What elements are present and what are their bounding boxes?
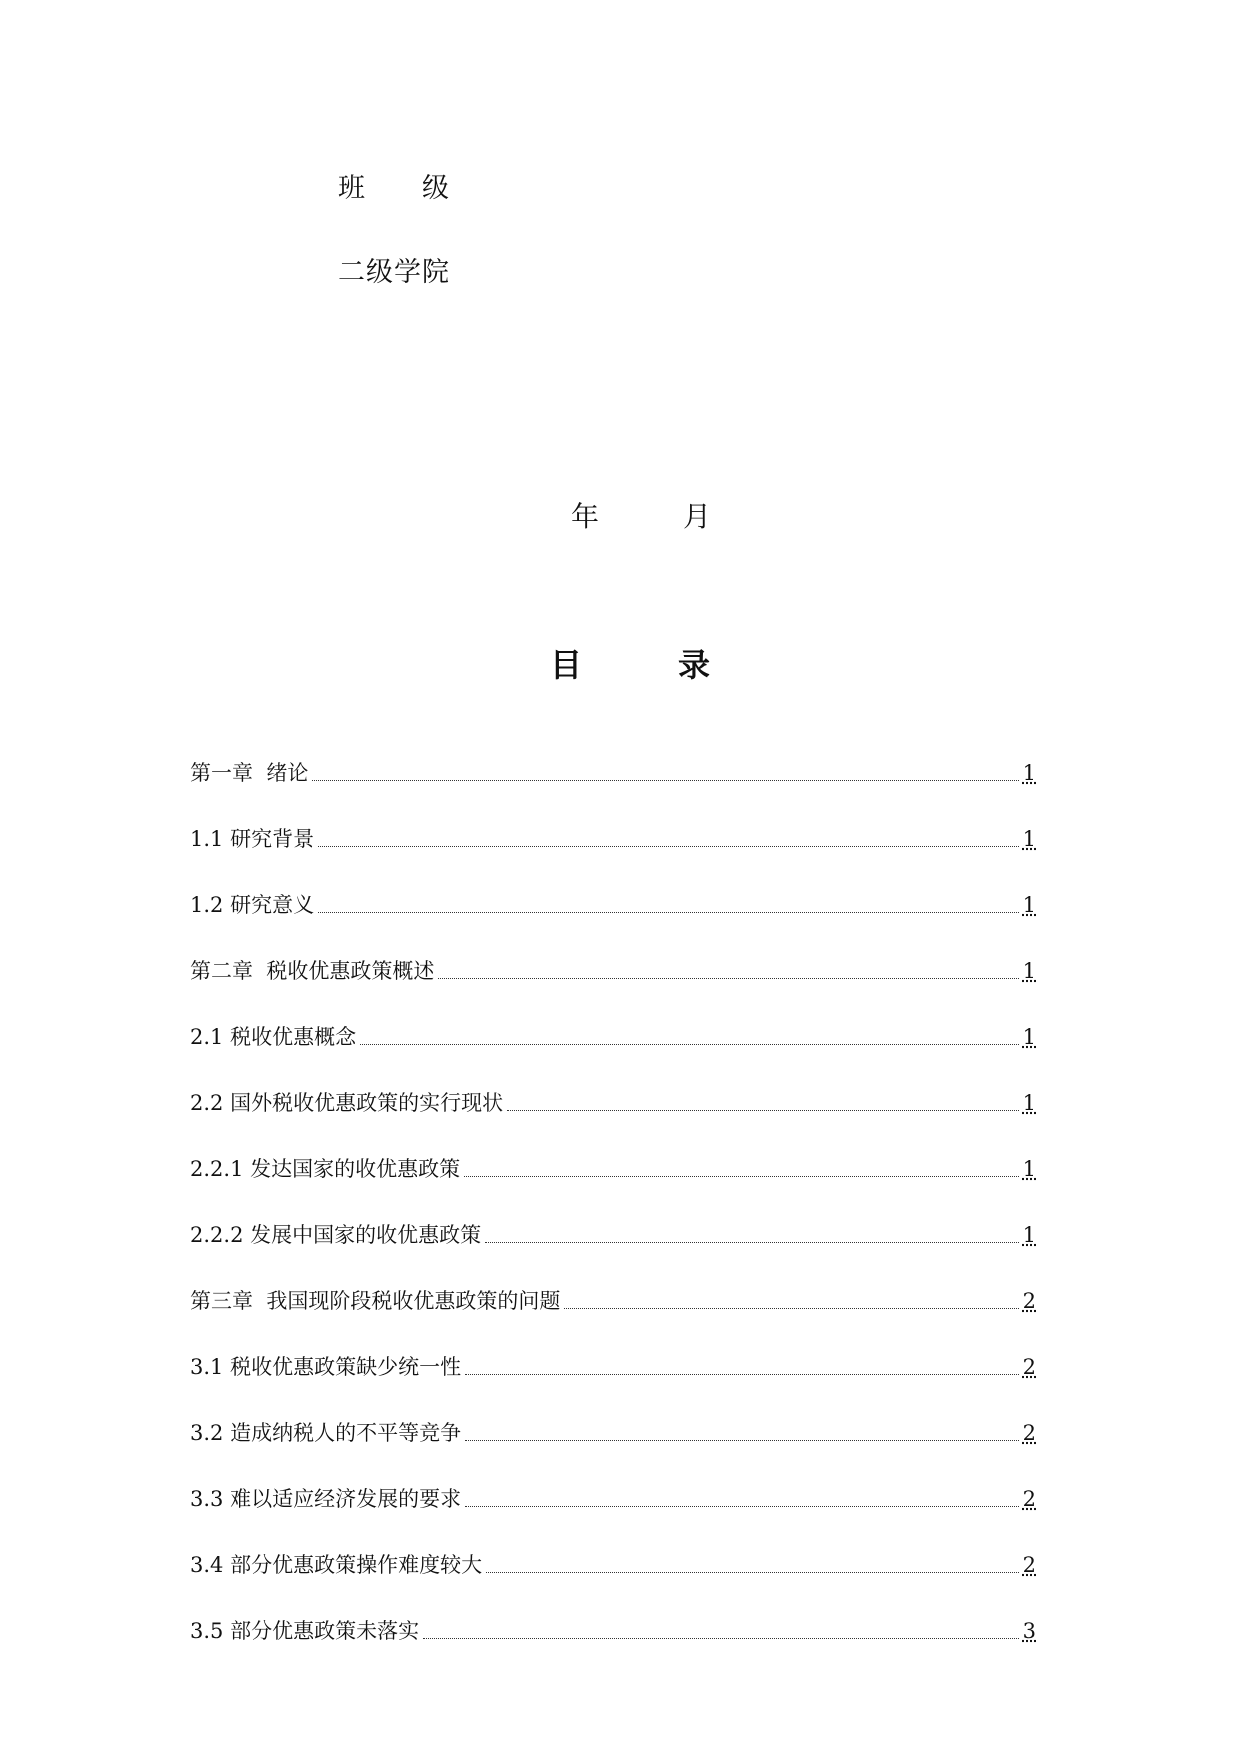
- toc-entry[interactable]: [190, 1182, 1036, 1248]
- toc-leader-dots: [438, 978, 1018, 979]
- toc-entry-page: 1: [1022, 1091, 1036, 1115]
- toc-entry-label: 第一章 绪论: [190, 761, 309, 785]
- toc-entry-page: 2: [1022, 1289, 1036, 1313]
- toc-entry-label: 1.2 研究意义: [190, 893, 315, 917]
- toc-entry-label: 3.3 难以适应经济发展的要求: [190, 1487, 462, 1511]
- toc-entry[interactable]: [190, 984, 1036, 1050]
- toc-entry-page: 2: [1022, 1355, 1036, 1379]
- toc-entry[interactable]: [190, 918, 1036, 984]
- toc-entry[interactable]: [190, 1314, 1036, 1380]
- toc-entry-page: 1: [1022, 893, 1036, 917]
- table-of-contents: [190, 720, 1036, 1644]
- toc-entry-label: 1.1 研究背景: [190, 827, 315, 851]
- toc-entry-page: 2: [1022, 1487, 1036, 1511]
- toc-entry-label: 2.2.1 发达国家的收优惠政策: [190, 1157, 461, 1181]
- toc-leader-dots: [318, 912, 1019, 913]
- toc-entry-page: 2: [1022, 1553, 1036, 1577]
- toc-entry-label: 3.1 税收优惠政策缺少统一性: [190, 1355, 462, 1379]
- toc-entry-page: 1: [1022, 761, 1036, 785]
- toc-entry[interactable]: [190, 786, 1036, 852]
- class-field-label: 班 级: [338, 173, 450, 204]
- toc-entry-page: 1: [1022, 1223, 1036, 1247]
- toc-leader-dots: [507, 1110, 1019, 1111]
- toc-entry-page: 3: [1022, 1619, 1036, 1643]
- toc-leader-dots: [318, 846, 1019, 847]
- toc-leader-dots: [465, 1440, 1019, 1441]
- toc-leader-dots: [465, 1374, 1019, 1375]
- toc-entry-label: 2.2.2 发展中国家的收优惠政策: [190, 1223, 482, 1247]
- college-field-label: 二级学院: [338, 257, 450, 288]
- toc-entry-page: 1: [1022, 827, 1036, 851]
- toc-entry[interactable]: [190, 1050, 1036, 1116]
- toc-leader-dots: [464, 1176, 1019, 1177]
- toc-entry-label: 第二章 税收优惠政策概述: [190, 959, 435, 983]
- toc-entry-page: 1: [1022, 1025, 1036, 1049]
- toc-leader-dots: [486, 1572, 1019, 1573]
- toc-entry-label: 3.2 造成纳税人的不平等竞争: [190, 1421, 462, 1445]
- toc-entry[interactable]: [190, 852, 1036, 918]
- toc-entry[interactable]: [190, 1446, 1036, 1512]
- toc-leader-dots: [312, 780, 1018, 781]
- toc-entry[interactable]: [190, 1578, 1036, 1644]
- toc-leader-dots: [465, 1506, 1019, 1507]
- toc-entry-page: 2: [1022, 1421, 1036, 1445]
- toc-leader-dots: [423, 1638, 1019, 1639]
- toc-entry[interactable]: [190, 1116, 1036, 1182]
- toc-entry-page: 1: [1022, 1157, 1036, 1181]
- toc-entry[interactable]: [190, 1248, 1036, 1314]
- toc-entry-label: 3.5 部分优惠政策未落实: [190, 1619, 420, 1643]
- toc-entry-label: 2.1 税收优惠概念: [190, 1025, 357, 1049]
- toc-title: 目 录: [550, 646, 711, 684]
- toc-entry-label: 3.4 部分优惠政策操作难度较大: [190, 1553, 483, 1577]
- toc-entry[interactable]: [190, 1380, 1036, 1446]
- date-line: 年 月: [571, 500, 712, 533]
- toc-entry-label: 2.2 国外税收优惠政策的实行现状: [190, 1091, 504, 1115]
- toc-entry-page: 1: [1022, 959, 1036, 983]
- toc-entry[interactable]: [190, 1512, 1036, 1578]
- toc-entry-label: 第三章 我国现阶段税收优惠政策的问题: [190, 1289, 561, 1313]
- toc-leader-dots: [360, 1044, 1019, 1045]
- toc-leader-dots: [564, 1308, 1018, 1309]
- toc-entry[interactable]: [190, 720, 1036, 786]
- toc-leader-dots: [485, 1242, 1019, 1243]
